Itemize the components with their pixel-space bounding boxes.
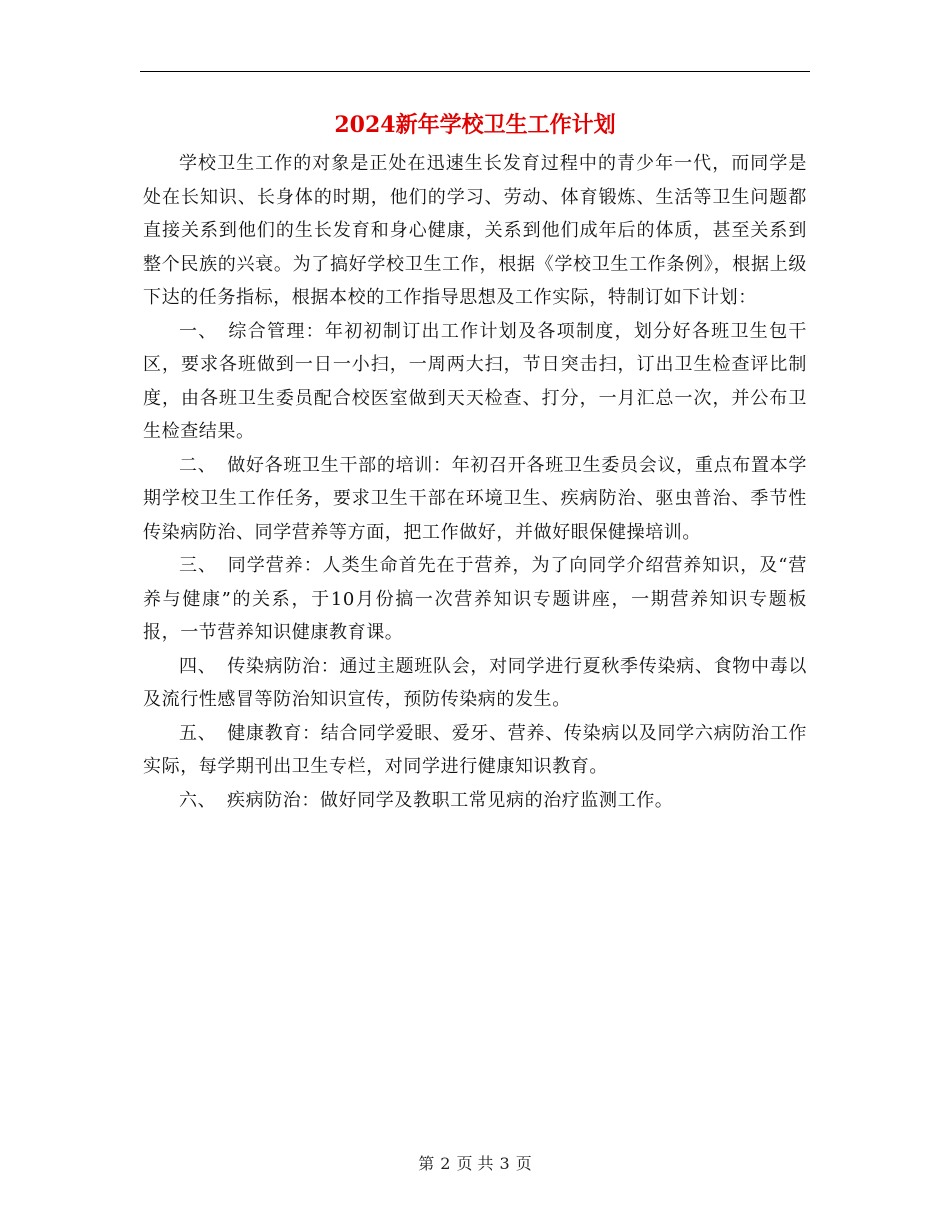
footer-prefix: 第 (418, 1154, 435, 1173)
plan-item-number: 一、 (179, 320, 218, 342)
footer-middle: 页 共 (456, 1154, 494, 1173)
footer-suffix: 页 (515, 1154, 532, 1173)
intro-paragraph: 学校卫生工作的对象是正处在迅速生长发育过程中的青少年一代，而同学是处在长知识、长身体的时期，他们的学习、劳动、体育锻炼、生活等卫生问题都直接关系到他们的生长发育和身心健康，关系到他们成年后的体质，甚至关系到整个民族的兴衰。为了搞好学校卫生工作，根据《学校卫生工作条例》，根据上级下达的任务指标，根据本校的工作指导思想及工作实际，特制订如下计划： (143, 153, 807, 308)
plan-item-number: 三、 (179, 555, 217, 576)
plan-item-4 (143, 650, 807, 717)
plan-item-text: 做好各班卫生干部的培训：年初召开各班卫生委员会议，重点布置本学期学校卫生工作任务，要求卫生干部在环境卫生、疾病防治、驱虫普治、季节性传染病防治、同学营养等方面，把工作做好，并做好眼保健操培训。 (143, 454, 807, 543)
plan-item-text: 同学营养：人类生命首先在于营养，为了向同学介绍营养知识，及“营养与健康”的关系，于10月份搞一次营养知识专题讲座，一期营养知识专题板报，一节营养知识健康教育课。 (143, 555, 807, 643)
plan-item-text: 疾病防治：做好同学及教职工常见病的治疗监测工作。 (227, 789, 674, 811)
footer-current-page: 2 (440, 1154, 451, 1173)
plan-item-number: 五、 (179, 722, 217, 744)
footer-total-pages: 3 (499, 1154, 510, 1173)
plan-item-text: 传染病防治：通过主题班队会，对同学进行夏秋季传染病、食物中毒以及流行性感冒等防治知识宣传，预防传染病的发生。 (143, 655, 807, 710)
plan-item-number: 六、 (179, 789, 217, 811)
document-body (143, 147, 807, 817)
document-title: 2024新年学校卫生工作计划 (334, 112, 616, 138)
plan-item-text: 综合管理：年初初制订出工作计划及各项制度，划分好各班卫生包干区，要求各班做到一日一小扫，一周两大扫，节日突击扫，订出卫生检查评比制度，由各班卫生委员配合校医室做到天天检查、打分，一月汇总一次，并公布卫生检查结果。 (143, 320, 807, 442)
plan-item-6 (143, 784, 807, 818)
plan-item-2 (143, 449, 807, 550)
plan-item-number: 二、 (179, 454, 217, 476)
plan-item-text: 健康教育：结合同学爱眼、爱牙、营养、传染病以及同学六病防治工作实际，每学期刊出卫生专栏，对同学进行健康知识教育。 (143, 722, 807, 777)
plan-item-5 (143, 717, 807, 784)
plan-item-3 (143, 549, 807, 650)
page-footer (0, 1152, 950, 1176)
header-rule (140, 71, 810, 72)
plan-item-number: 四、 (179, 655, 217, 677)
plan-item-1 (143, 315, 807, 449)
